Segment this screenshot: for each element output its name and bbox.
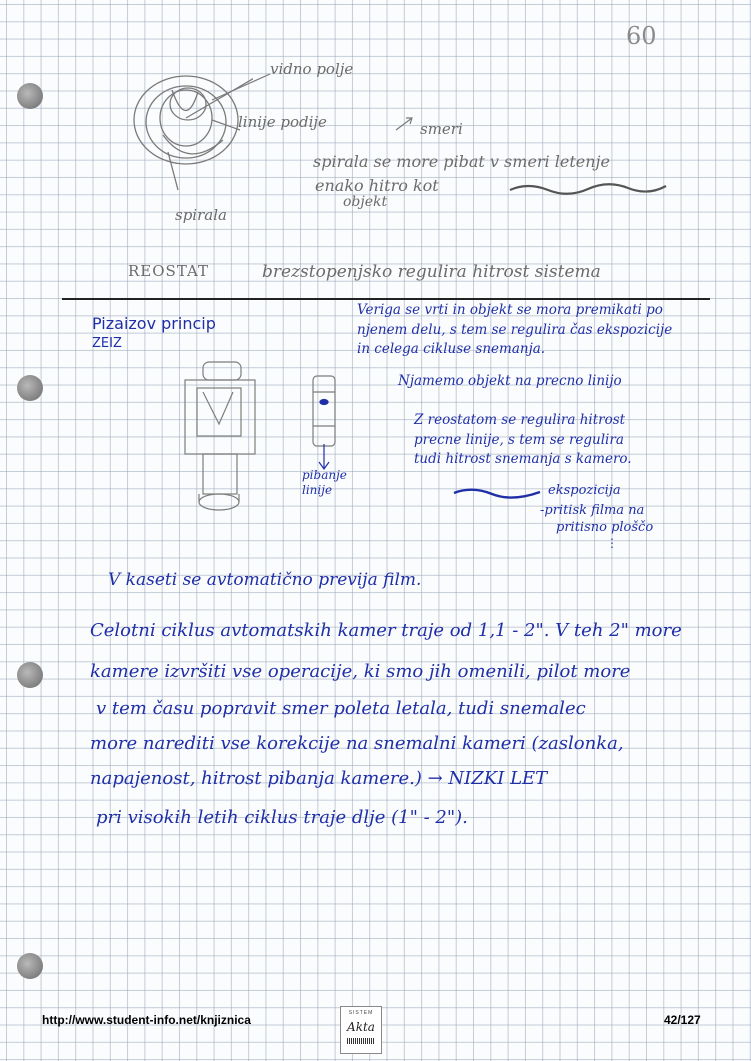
heading-reostat: REOSTAT [128,262,210,280]
spiral-note-line: spirala se more pibat v smeri letenje [313,152,610,171]
binder-hole [17,375,43,401]
paragraph-line: pri visokih letih ciklus traje dlje (1" - 2"). [96,807,468,828]
note-line: Njamemo objekt na precno linijo [398,373,622,389]
paragraph-line: more narediti vse korekcije na snemalni kameri (zaslonka, [90,733,624,754]
heading-description: brezstopenjsko regulira hitrost sistema [262,262,601,282]
label-direction: smeri [420,120,463,138]
section-divider [62,298,710,300]
paragraph-line: Celotni ciklus avtomatskih kamer traje od 1,1 - 2". V teh 2" more [90,620,682,641]
paragraph-line: napajenost, hitrost pibanja kamere.) → NIZKI LET [90,768,548,789]
spiral-note-line: enako hitro kot [315,176,439,195]
note-line: njenem delu, s tem se regulira čas ekspozicije [357,322,673,338]
note-line: precne linije, s tem se regulira [414,432,624,448]
source-url[interactable]: http://www.student-info.net/knjiznica [42,1013,251,1027]
exposure-note: pritisno ploščo [556,520,654,535]
page-number: 60 [626,22,657,50]
spiral-note-line: objekt [343,194,388,210]
binder-hole [17,953,43,979]
exposure-note: -pritisk filma na [540,503,645,518]
crossed-out-word [452,484,542,500]
label-spiral: spirala [175,206,227,224]
binder-hole [17,662,43,688]
camera-sketch [175,358,265,518]
paragraph-line: v tem času popravit smer poleta letala, tudi snemalec [96,698,586,719]
note-line: in celega cikluse snemanja. [357,341,546,357]
note-line: Z reostatom se regulira hitrost [414,412,626,428]
film-sketch [305,372,345,472]
label-field-of-view: vidno polje [270,60,354,78]
note-line: tudi hitrost snemanja s kamero. [414,451,632,467]
exposure-note: ekspozicija [548,483,621,498]
paragraph-line: kamere izvršiti vse operacije, ki smo jih omenili, pilot more [90,661,631,682]
ellipsis-mark: ⋮ [606,536,618,550]
logo-wordmark: Akta [347,1020,375,1034]
label-film-pull: pibanje linije [302,468,347,497]
logo-caption: SISTEM [348,1010,374,1016]
zeiss-title: Pizaizov princip [92,314,216,333]
strikethrough-scribble [508,178,668,198]
kaseta-line: V kaseti se avtomatično previja film. [108,570,422,590]
akta-logo [340,1006,382,1054]
logo-barcode [347,1038,375,1044]
binder-hole [17,83,43,109]
label-lines: linije podije [238,113,327,131]
page-counter: 42/127 [664,1013,701,1027]
note-line: Veriga se vrti in objekt se mora premikati po [357,302,663,318]
zeiss-subtitle: ZEIZ [92,336,122,351]
